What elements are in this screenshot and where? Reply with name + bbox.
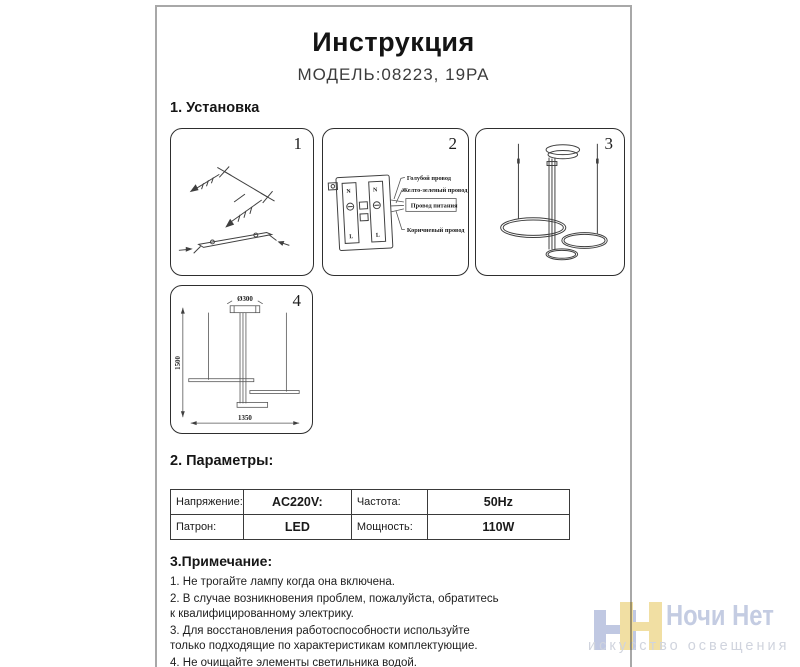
yellow-green-wire-label: Желто-зеленый провод xyxy=(401,187,468,195)
canopy-diameter-label: Ø300 xyxy=(237,295,253,303)
dimensions-diagram xyxy=(171,286,312,433)
param-value-socket: LED xyxy=(243,515,351,540)
notes-heading: 3.Примечание: xyxy=(170,553,273,569)
instruction-sheet xyxy=(155,5,632,667)
assembled-lamp-diagram xyxy=(476,129,624,275)
panel-number-3: 3 xyxy=(604,134,613,153)
table-row xyxy=(171,490,570,515)
parameters-heading: 2. Параметры: xyxy=(170,453,274,469)
brand-watermark xyxy=(586,598,796,664)
installation-step-3-panel xyxy=(475,128,625,276)
panel-number-1: 1 xyxy=(293,134,302,153)
notes-list xyxy=(170,575,504,667)
param-label-power: Мощность: xyxy=(351,515,427,540)
blue-wire-label: Голубой провод xyxy=(406,174,452,182)
panel-number-2: 2 xyxy=(448,134,457,153)
installation-step-4-panel xyxy=(170,285,313,434)
parameters-table xyxy=(170,489,570,540)
note-item-3: 3. Для восстановления работоспособности используйте только подходящие по характеристикам комплектующие. xyxy=(170,625,478,652)
model-number: МОДЕЛЬ:08223, 19PA xyxy=(297,65,490,84)
table-row xyxy=(171,515,570,540)
installation-step-2-panel xyxy=(322,128,469,276)
panel-number-4: 4 xyxy=(292,291,301,310)
power-wire-label: Провод питания xyxy=(410,202,458,210)
param-label-socket: Патрон: xyxy=(171,515,244,540)
param-value-frequency: 50Hz xyxy=(427,490,569,515)
total-width-label: 1350 xyxy=(238,415,252,423)
drop-height-label: 1500 xyxy=(174,356,182,370)
param-value-power: 110W xyxy=(427,515,569,540)
terminal-n-label-2: N xyxy=(372,187,378,194)
param-value-voltage: AC220V: xyxy=(243,490,351,515)
note-item-1: 1. Не трогайте лампу когда она включена. xyxy=(170,576,395,588)
brand-tagline: искусство освещения xyxy=(588,638,790,654)
terminal-l-label-2: L xyxy=(375,232,381,239)
terminal-l-label-1: L xyxy=(349,234,354,241)
terminal-n-label-1: N xyxy=(346,188,351,195)
brand-name: Ночи Нет xyxy=(666,600,774,632)
param-label-frequency: Частота: xyxy=(351,490,427,515)
note-item-4: 4. Не очищайте элементы светильника водой. xyxy=(170,657,417,667)
wiring-diagram xyxy=(323,129,468,275)
brown-wire-label: Коричневый провод xyxy=(406,227,465,235)
note-item-2: 2. В случае возникновения проблем, пожалуйста, обратитесь к квалифицированному электрику. xyxy=(170,593,499,620)
installation-heading: 1. Установка xyxy=(170,100,260,116)
param-label-voltage: Напряжение: xyxy=(171,490,244,515)
page-title: Инструкция xyxy=(312,27,475,57)
mounting-bracket-diagram xyxy=(171,129,313,275)
installation-step-1-panel xyxy=(170,128,314,276)
